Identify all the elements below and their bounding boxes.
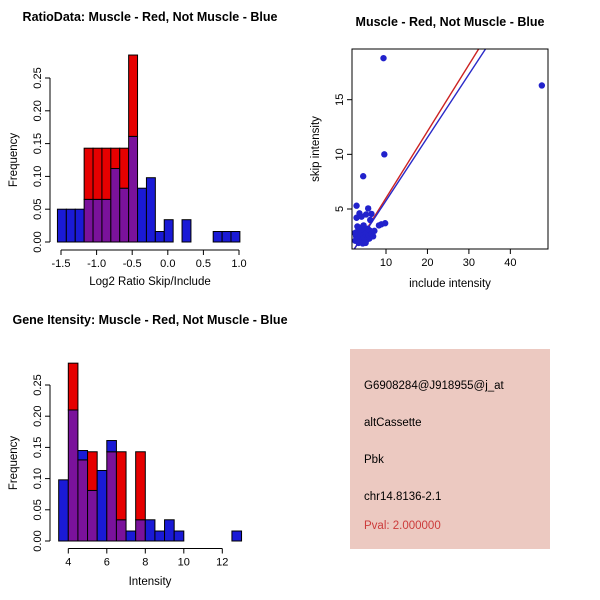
svg-text:1.0: 1.0 [231, 258, 247, 270]
svg-text:15: 15 [334, 93, 346, 106]
gene-symbol-text: Pbk [364, 454, 384, 466]
svg-text:30: 30 [462, 257, 476, 269]
svg-text:0.05: 0.05 [32, 198, 44, 220]
svg-text:5: 5 [334, 205, 346, 213]
svg-text:10: 10 [334, 148, 346, 161]
gene-histogram-y-axis-label: Frequency [8, 435, 20, 491]
svg-text:0.0: 0.0 [160, 258, 176, 270]
panel-ratio-histogram [0, 0, 300, 300]
svg-text:0.15: 0.15 [32, 436, 44, 459]
ratio-histogram-title: RatioData: Muscle - Red, Not Muscle - Blue [22, 10, 278, 24]
svg-text:0.00: 0.00 [32, 231, 44, 253]
svg-text:-1.0: -1.0 [87, 258, 107, 270]
ratio-histogram-y-axis-label: Frequency [8, 132, 20, 188]
panel-intensity-scatter [300, 0, 600, 300]
probe-id-text: G6908284@J918955@j_at [364, 380, 504, 392]
svg-text:10: 10 [177, 556, 190, 569]
svg-text:20: 20 [421, 257, 434, 269]
svg-text:0.5: 0.5 [195, 258, 212, 270]
intensity-scatter-plot [300, 0, 600, 300]
svg-text:6: 6 [103, 556, 110, 569]
splice-event-type-text: altCassette [364, 417, 422, 429]
scatter-title: Muscle - Red, Not Muscle - Blue [355, 15, 545, 29]
panel-probe-info [300, 300, 600, 600]
svg-text:40: 40 [504, 257, 517, 269]
scatter-x-axis-label: include intensity [409, 278, 491, 290]
svg-text:0.20: 0.20 [32, 405, 44, 427]
svg-text:-1.5: -1.5 [51, 258, 71, 270]
panel-gene-intensity-histogram [0, 300, 300, 600]
svg-text:0.20: 0.20 [32, 100, 44, 122]
genomic-location-text: chr14.8136-2.1 [364, 491, 442, 503]
svg-text:0.10: 0.10 [32, 467, 44, 490]
svg-text:12: 12 [216, 556, 229, 569]
gene-histogram-title: Gene Itensity: Muscle - Red, Not Muscle - Blue [12, 313, 288, 327]
pval-text: Pval: 2.000000 [364, 520, 441, 532]
svg-text:0.15: 0.15 [32, 132, 44, 155]
svg-text:0.25: 0.25 [32, 374, 44, 396]
svg-text:8: 8 [142, 556, 149, 569]
svg-text:0.25: 0.25 [32, 67, 44, 89]
svg-text:0.10: 0.10 [32, 165, 44, 188]
svg-text:0.05: 0.05 [32, 499, 44, 521]
ratio-histogram-x-axis-label: Log2 Ratio Skip/Include [89, 276, 211, 288]
svg-text:0.00: 0.00 [32, 530, 44, 552]
gene-intensity-histogram-plot [0, 300, 300, 600]
ratio-histogram-plot [0, 0, 300, 300]
svg-text:-0.5: -0.5 [122, 258, 142, 270]
info-box [350, 349, 550, 549]
svg-text:10: 10 [379, 257, 393, 269]
scatter-y-axis-label: skip intensity [310, 116, 322, 182]
svg-text:4: 4 [65, 556, 72, 569]
gene-histogram-x-axis-label: Intensity [128, 576, 172, 588]
